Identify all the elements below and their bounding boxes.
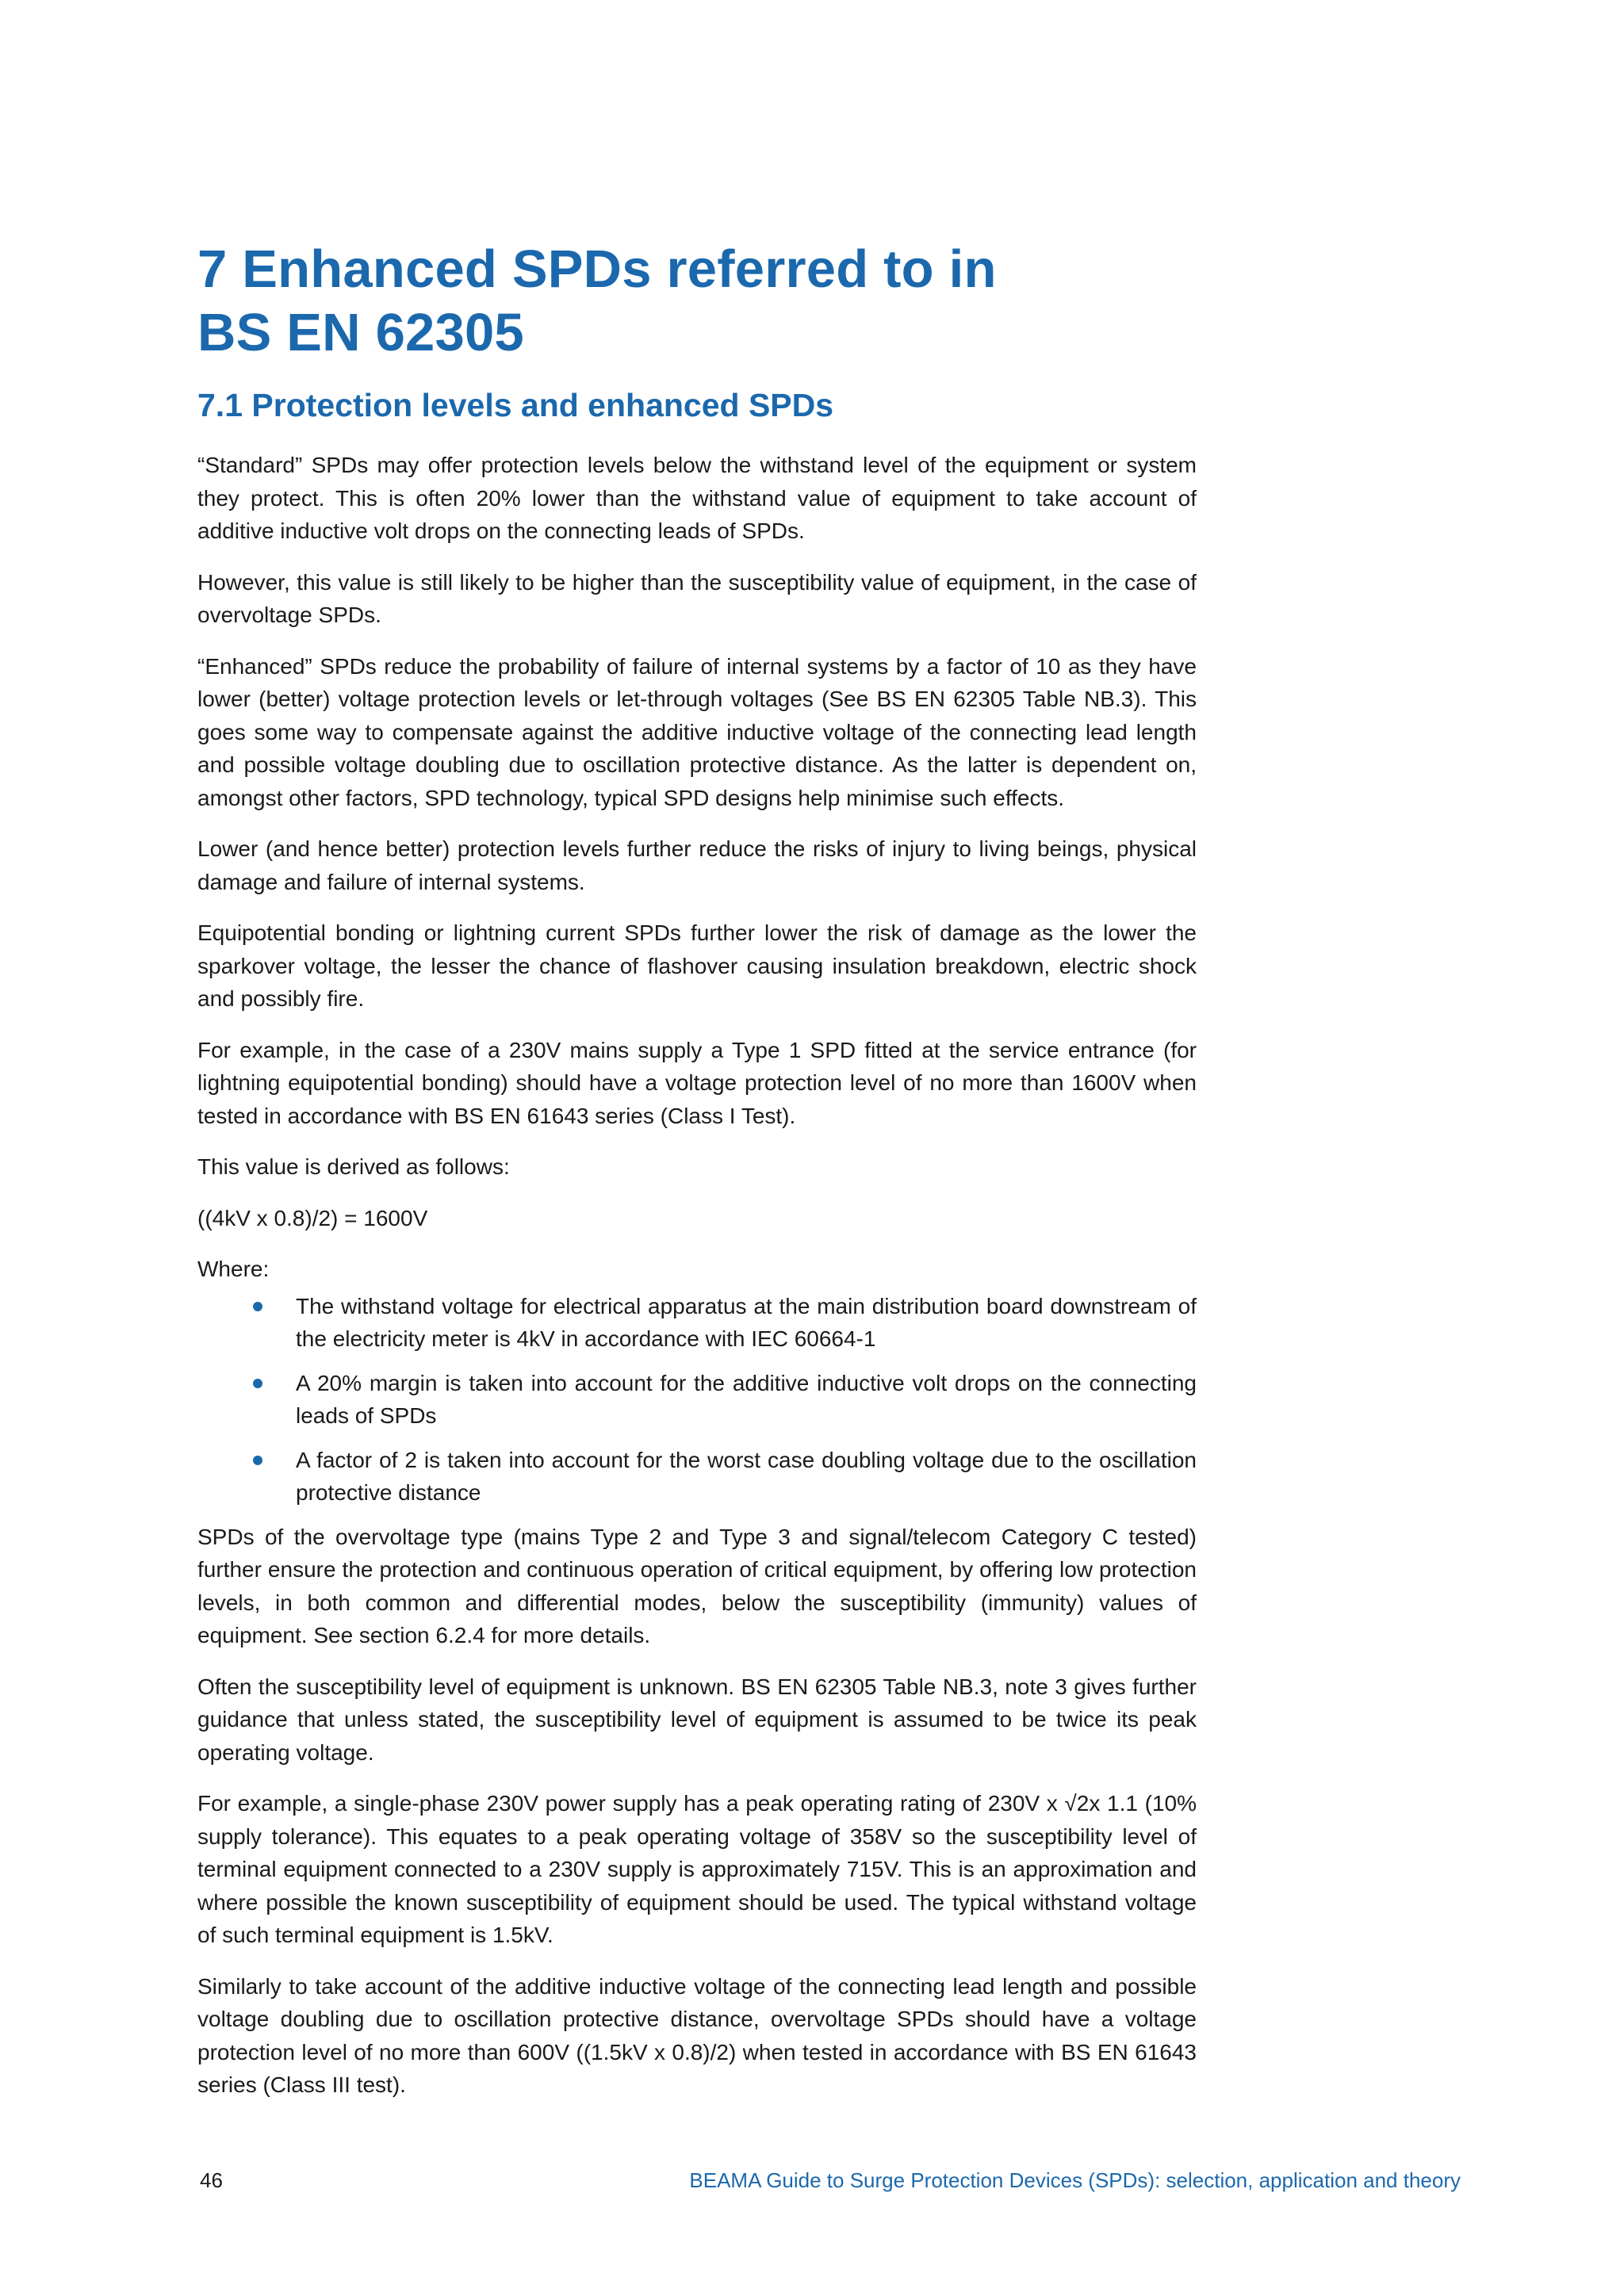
paragraph-lower-protection-levels: Lower (and hence better) protection levels further reduce the risks of injury to living beings, physical damage and failure of internal systems. [197,836,1197,894]
paragraph-single-phase-example: For example, a single-phase 230V power supply has a peak operating rating of 230V x √2x 1.1 (10% supply tolerance). This equates to a peak operating voltage of 358V so the susceptibility level of terminal equipment connected to a 230V supply is approximately 715V. This is an approximation and where possible the known susceptibility of equipment should be used. The typical withstand voltage of such terminal equipment is 1.5kV. [197,1791,1197,1947]
list-item-text: A 20% margin is taken into account for the additive inductive volt drops on the connecting leads of SPDs [296,1370,1197,1428]
formula-1600v: ((4kV x 0.8)/2) = 1600V [197,1205,428,1230]
paragraph-enhanced-spds: “Enhanced” SPDs reduce the probability of failure of internal systems by a factor of 10 as they have lower (better) voltage protection levels or let-through voltages (See BS EN 62305 Table NB.3). This goes some way to compensate against the additive inductive voltage of the connecting lead length and possible voltage doubling due to oscillation protective distance. As the latter is dependent on, amongst other factors, SPD technology, typical SPD designs help minimise such effects. [197,653,1197,810]
list-item-text: The withstand voltage for electrical apparatus at the main distribution board downstream of the electricity meter is 4kV in accordance with IEC 60664-1 [296,1293,1197,1351]
page-number: 46 [200,2168,223,2192]
list-item [197,1290,1197,1356]
chapter-title [197,238,1197,365]
list-item [197,1367,1197,1433]
paragraph-overvoltage-spds: SPDs of the overvoltage type (mains Type 2 and Type 3 and signal/telecom Category C tested) further ensure the protection and continuous operation of critical equipment, by offering low protection levels, in both common and differential modes, below the susceptibility (immunity) values of equipment. See section 6.2.4 for more details. [197,1524,1197,1647]
paragraph-equipotential-bonding: Equipotential bonding or lightning current SPDs further lower the risk of damage as the lower the sparkover voltage, the lesser the chance of flashover causing insulation breakdown, electric shock and possibly fire. [197,920,1197,1011]
paragraph-where: Where: [197,1257,270,1281]
paragraph-standard-spds: “Standard” SPDs may offer protection levels below the withstand level of the equipment or system they protect. This is often 20% lower than the withstand value of equipment to take account of additive inductive volt drops on the connecting leads of SPDs. [197,453,1197,543]
bullet-dot-icon [253,1379,262,1388]
bullet-dot-icon [253,1456,262,1465]
running-title: BEAMA Guide to Surge Protection Devices (SPDs): selection, application and theory [689,2168,1461,2192]
page-footer [200,2167,1461,2198]
section-title: 7.1 Protection levels and enhanced SPDs [197,387,834,423]
paragraph-overvoltage-600v: Similarly to take account of the additive inductive voltage of the connecting lead length and possible voltage doubling due to oscillation protective distance, overvoltage SPDs should have a voltage protection level of no more than 600V ((1.5kV x 0.8)/2) when tested in accordance with BS EN 61643 series (Class III test). [197,1973,1197,2097]
paragraph-derivation-intro: This value is derived as follows: [197,1154,510,1179]
paragraph-unknown-susceptibility: Often the susceptibility level of equipment is unknown. BS EN 62305 Table NB.3, note 3 gives further guidance that unless stated, the susceptibility level of equipment is assumed to be twice its peak operating voltage. [197,1674,1197,1765]
page-content [197,238,1197,2120]
paragraph-example-type1: For example, in the case of a 230V mains supply a Type 1 SPD fitted at the service entrance (for lightning equipotential bonding) should have a voltage protection level of no more than 1600V when tested in accordance with BS EN 61643 series (Class I Test). [197,1037,1197,1128]
paragraph-susceptibility: However, this value is still likely to be higher than the susceptibility value of equipment, in the case of overvoltage SPDs. [197,569,1197,627]
chapter-title-line-1: 7 Enhanced SPDs referred to in [197,239,997,299]
bullet-list [197,1290,1197,1510]
list-item-text: A factor of 2 is taken into account for the worst case doubling voltage due to the oscillation protective distance [296,1447,1197,1505]
list-item [197,1444,1197,1510]
bullet-dot-icon [253,1302,262,1311]
chapter-title-line-2: BS EN 62305 [197,303,524,362]
